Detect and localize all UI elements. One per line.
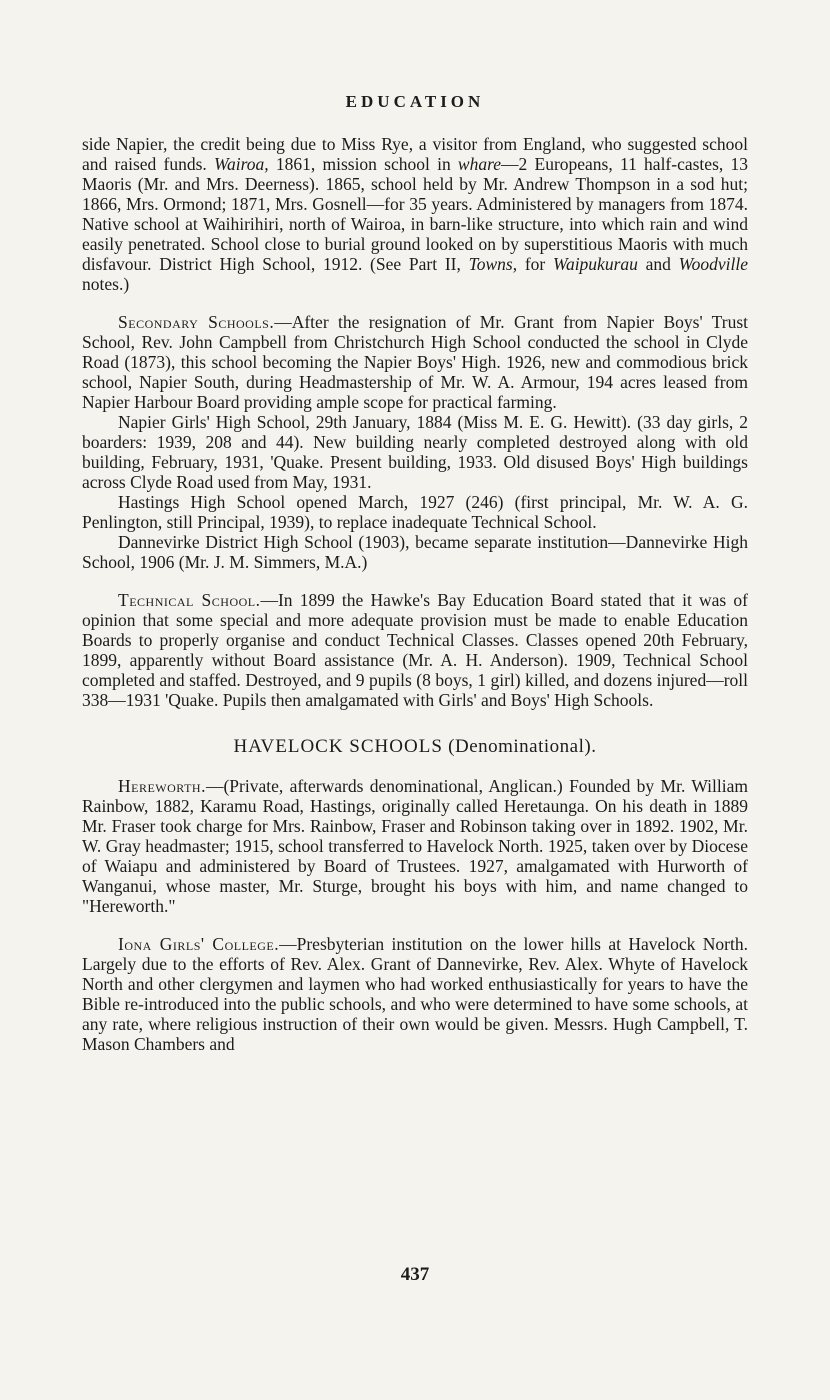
italic-whare: whare xyxy=(457,154,502,174)
paragraph-wairoa xyxy=(82,134,748,294)
page-number: 437 xyxy=(400,1264,430,1285)
section-heading-main: HAVELOCK SCHOOLS xyxy=(233,736,443,757)
paragraph-text: —In 1899 the Hawke's Bay Education Board stated that it was of opinion that some special and more adequate provision must be made to enable Education Boards to properly organise and conduct Technical Classes. Classes opened 20th February, 1899, apparently without Board assistance (Mr. A. H. Anderson). 1909, Technical School completed and staffed. Destroyed, and 9 pupils (8 boys, 1 girl) killed, and dozens injured—roll 338—1931 'Quake. Pupils then amalgamated with Girls' and Boys' High Schools. xyxy=(82,590,748,710)
paragraph-secondary-schools xyxy=(82,312,748,412)
run-in-heading-iona: Iona Girls' College. xyxy=(118,934,280,954)
paragraph-dannevirke: Dannevirke District High School (1903), became separate institution—Dannevirke High School, 1906 (Mr. J. M. Simmers, M.A.) xyxy=(82,532,748,572)
italic-wairoa: Wairoa, xyxy=(214,154,269,174)
run-in-heading-hereworth: Hereworth. xyxy=(118,776,206,796)
paragraph-napier-girls: Napier Girls' High School, 29th January, 1884 (Miss M. E. G. Hewitt). (33 day girls, 2 boarders: 1939, 208 and 44). New building nearly completed destroyed along with old building, February, 1931, 'Quake. Present building, 1933. Old disused Boys' High buildings across Clyde Road used from May, 1931. xyxy=(82,412,748,492)
paragraph-iona xyxy=(82,934,748,1054)
italic-towns: Towns, xyxy=(468,254,518,274)
run-in-heading-secondary: Secondary Schools. xyxy=(118,312,275,332)
paragraph-text: —Presbyterian institution on the lower hills at Havelock North. Largely due to the efforts of Rev. Alex. Grant of Dannevirke, Rev. Alex. Whyte of Havelock North and other clergymen and laymen who had worked enthusiastically for years to have the Bible re-introduced into the public schools, and who were determined to have some schools, at any rate, where religious instruction of their own would be given. Messrs. Hugh Campbell, T. Mason Chambers and xyxy=(82,934,748,1054)
paragraph-hereworth xyxy=(82,776,748,916)
section-heading-suffix: (Denominational). xyxy=(442,736,597,757)
italic-waipukurau: Waipukurau xyxy=(552,254,638,274)
paragraph-text: notes.) xyxy=(82,274,130,294)
section-heading-havelock xyxy=(82,736,748,758)
run-in-heading-technical: Technical School. xyxy=(118,590,261,610)
paragraph-technical-school xyxy=(82,590,748,710)
paragraph-text: for xyxy=(517,254,553,274)
paragraph-text: and xyxy=(637,254,679,274)
paragraph-text: side Napier, the credit being due to Miss Rye, a visitor from England, who suggested school and raised funds. xyxy=(82,134,748,174)
paragraph-text: —After the resignation of Mr. Grant from Napier Boys' Trust School, Rev. John Campbell from Christchurch High School conducted the school in Clyde Road (1873), this school becoming the Napier Boys' High. 1926, new and commodious brick school, Napier South, during Headmastership of Mr. W. A. Armour, 194 acres leased from Napier Harbour Board providing ample scope for practical farming. xyxy=(82,312,748,412)
paragraph-hastings-high: Hastings High School opened March, 1927 (246) (first principal, Mr. W. A. G. Penlington, still Principal, 1939), to replace inadequate Technical School. xyxy=(82,492,748,532)
page xyxy=(82,92,748,1054)
paragraph-text: —2 Europeans, 11 half-castes, 13 Maoris (Mr. and Mrs. Deerness). 1865, school held by Mr. Andrew Thompson in a sod hut; 1866, Mrs. Ormond; 1871, Mrs. Gosnell—for 35 years. Administered by managers from 1874. Native school at Waihirihiri, north of Wairoa, in barn-like structure, into which rain and wind easily penetrated. School close to burial ground looked on by superstitious Maoris with much disfavour. District High School, 1912. (See Part II, xyxy=(82,154,748,274)
running-head: EDUCATION xyxy=(345,92,485,111)
italic-woodville: Woodville xyxy=(678,254,748,274)
paragraph-text: —(Private, afterwards denominational, Anglican.) Founded by Mr. William Rainbow, 1882, Karamu Road, Hastings, originally called Heretaunga. On his death in 1889 Mr. Fraser took charge for Mrs. Rainbow, Fraser and Robinson taking over in 1892. 1902, Mr. W. Gray headmaster; 1915, school transferred to Havelock North. 1925, taken over by Diocese of Waiapu and administered by Board of Trustees. 1927, amalgamated with Hurworth of Wanganui, whose master, Mr. Sturge, brought his boys with him, and name changed to "Hereworth." xyxy=(82,776,748,916)
paragraph-text: 1861, mission school in xyxy=(268,154,458,174)
